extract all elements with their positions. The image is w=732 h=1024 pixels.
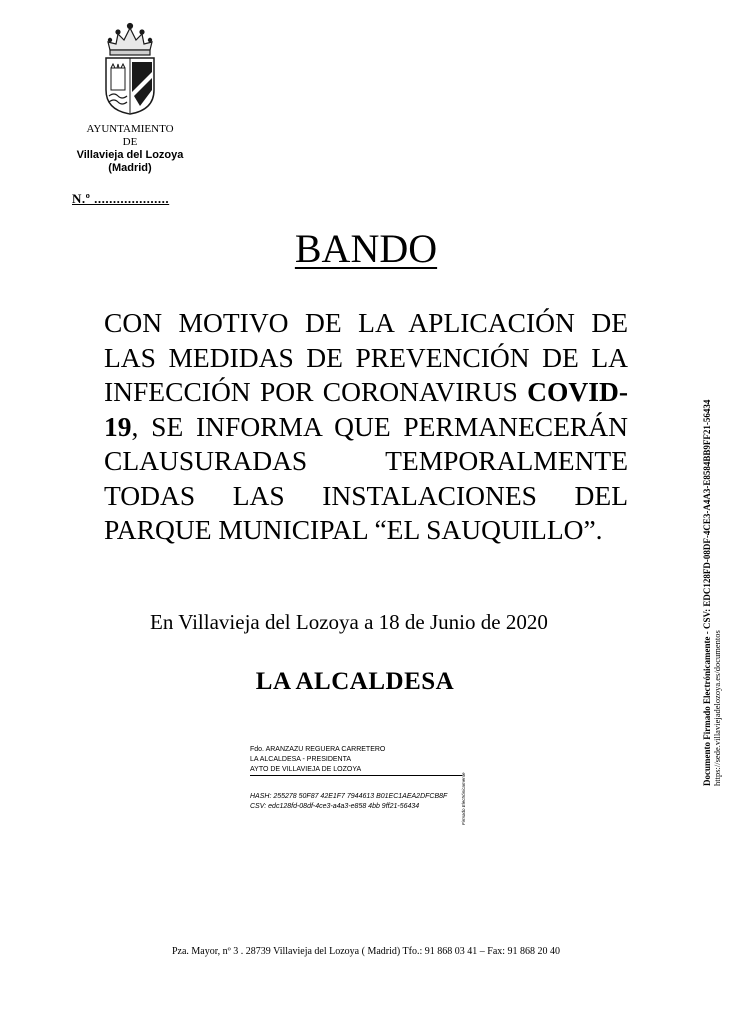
province-name: (Madrid) [108, 162, 152, 174]
signature-vertical-text: Firmado Electrónicamente [461, 772, 466, 825]
de-label: DE [122, 136, 138, 148]
page-title: BANDO [294, 226, 438, 271]
announcement-text-1: CON MOTIVO DE LA APLICACIÓN DE LAS MEDIDAS DE PREVENCIÓN DE LA INFECCIÓN POR CORONAVIRUS [104, 307, 628, 407]
signature-hash: HASH: 255278 50F87 42E1F7 7944613 B01EC1AEA2DFCB8F [250, 793, 448, 800]
ayuntamiento-label: AYUNTAMIENTO [86, 123, 174, 135]
signature-name: Fdo. ARANZAZU REGUERA CARRETERO [250, 746, 386, 753]
signature-block [250, 745, 462, 812]
announcement-text-bold: COVID-19 [104, 376, 628, 442]
signature-entity: AYTO DE VILLAVIEJA DE LOZOYA [250, 765, 462, 776]
municipality-header [40, 123, 220, 175]
signer-title: LA ALCALDESA [255, 668, 455, 695]
side-stamp-line-2: https://sede.villaviejadelozoya.es/documentos [712, 630, 722, 786]
signature-vertical-note [459, 745, 471, 825]
side-stamp-line-1: Documento Firmado Electrónicamente - CSV: EDC128FD-08DF-4CE3-A4A3-E8584BB9FF21-56434 [702, 399, 712, 786]
footer-address: Pza. Mayor, nº 3 . 28739 Villavieja del Lozoya ( Madrid) Tfo.: 91 868 03 41 – Fax: 91 868 20 40 [171, 946, 561, 957]
municipal-crest-logo [100, 20, 160, 116]
signature-csv: CSV: edc128fd-08df-4ce3-a4a3-e858 4bb 9ff21-56434 [250, 803, 420, 810]
town-name: Villavieja del Lozoya [76, 149, 184, 161]
signature-role: LA ALCALDESA - PRESIDENTA [250, 756, 352, 763]
announcement-body [104, 306, 628, 548]
document-number: N.º .................... [72, 191, 170, 206]
announcement-text-2: , SE INFORMA QUE PERMANECERÁN CLAUSURADAS TEMPORALMENTE TODAS LAS INSTALACIONES DEL PARQUE MUNICIPAL “EL SAUQUILLO”. [104, 410, 628, 545]
electronic-signature-stamp [695, 399, 725, 788]
date-line: En Villavieja del Lozoya a 18 de Junio de 2020 [150, 610, 548, 634]
